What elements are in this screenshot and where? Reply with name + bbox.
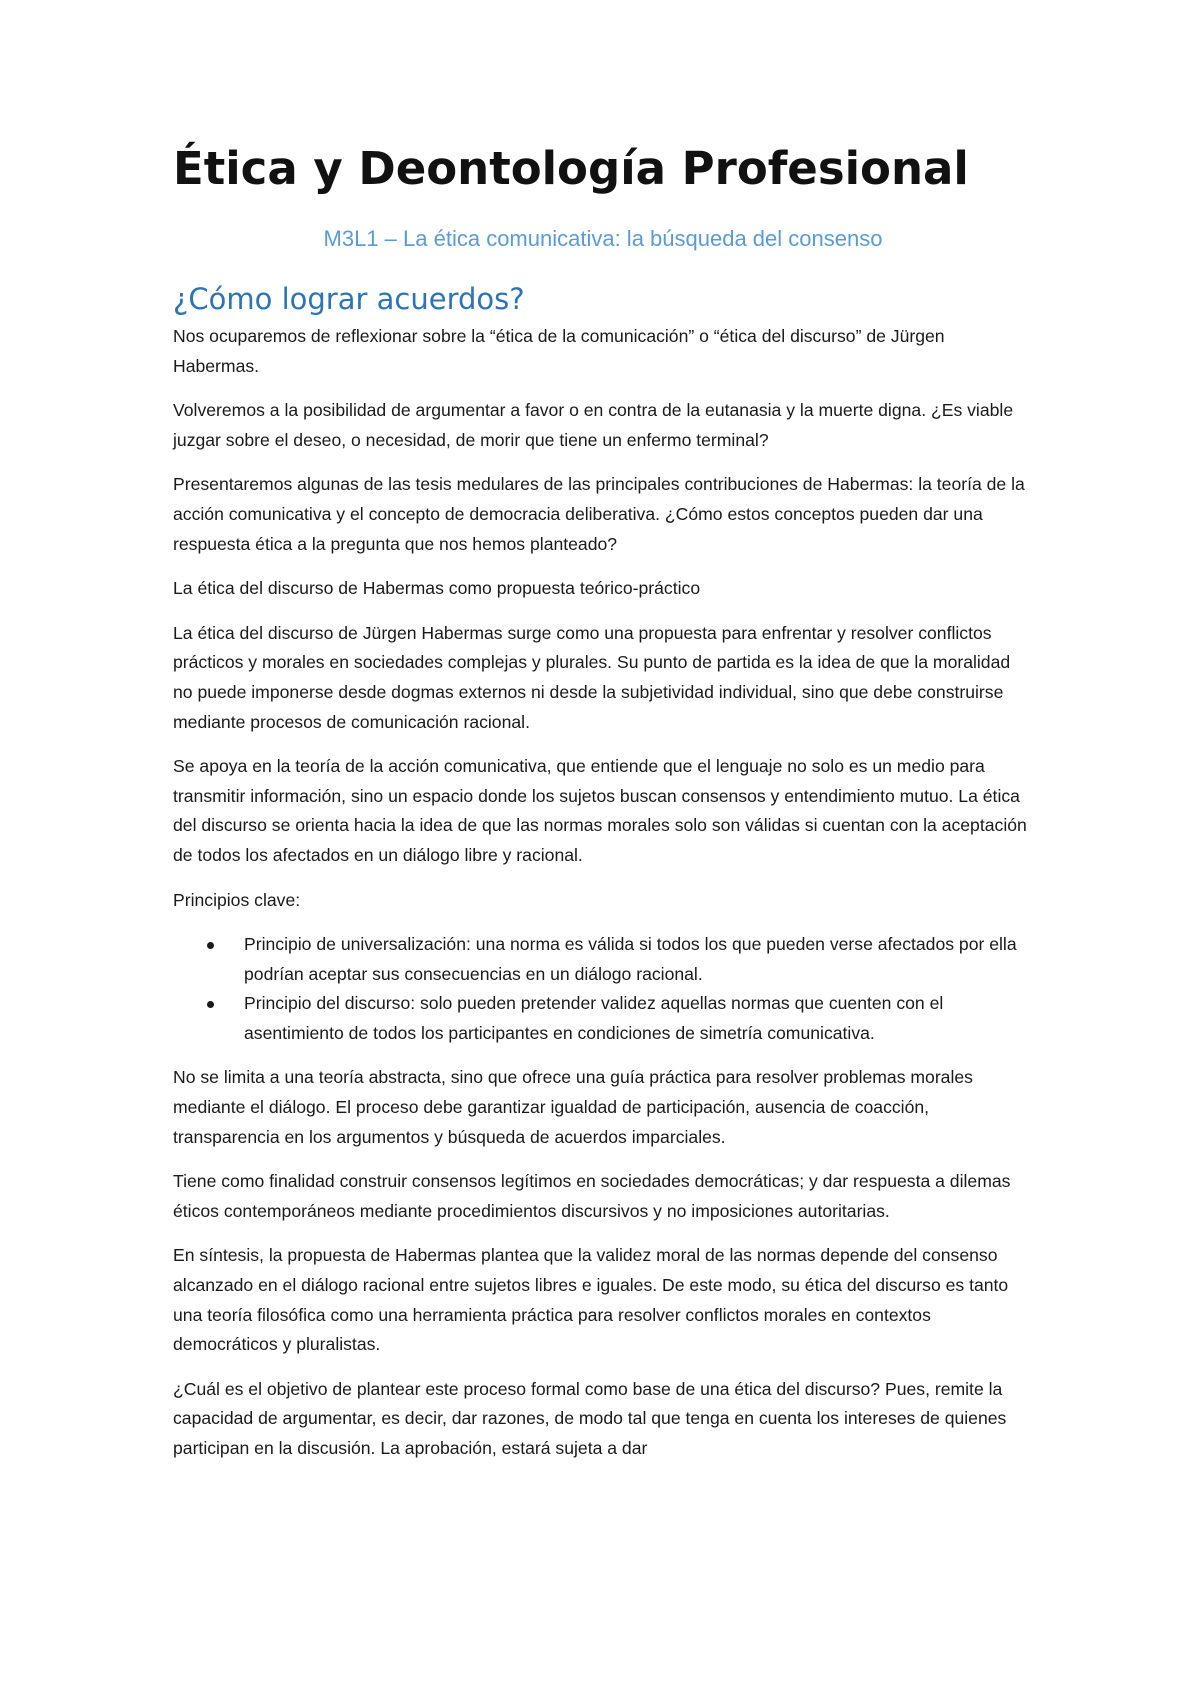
document-subtitle: M3L1 – La ética comunicativa: la búsqueda del consenso [323,226,883,251]
list-item-text: Principio de universalización: una norma es válida si todos los que pueden verse afectados por ella podrían aceptar sus consecuencias en un diálogo racional. [244,934,1017,984]
paragraph: La ética del discurso de Jürgen Habermas surge como una propuesta para enfrentar y resolver conflictos prácticos y morales en sociedades complejas y plurales. Su punto de partida es la idea de que la moralidad no puede imponerse desde dogmas externos ni desde la subjetividad individual, sino que debe construirse mediante procesos de comunicación racional. [173,622,1011,732]
paragraph: Se apoya en la teoría de la acción comunicativa, que entiende que el lenguaje no solo es un medio para transmitir información, sino un espacio donde los sujetos buscan consensos y entendimiento mutuo. La ética del discurso se orienta hacia la idea de que las normas morales solo son válidas si cuentan con la aceptación de todos los afectados en un diálogo libre y racional. [173,756,1027,865]
paragraph: Presentaremos algunas de las tesis medulares de las principales contribuciones de Habermas: la teoría de la acción comunicativa y el concepto de democracia deliberativa. ¿Cómo estos conceptos pueden dar una respuesta ética a la pregunta que nos hemos planteado? [173,474,1025,554]
list-intro: Principios clave: [173,889,301,910]
list-item [244,989,1033,1048]
bullet-icon [207,1001,214,1008]
list-item [244,930,1033,989]
document-title: Ética y Deontología Profesional [173,142,969,195]
document-body [173,322,1033,1479]
subsection-title: La ética del discurso de Habermas como propuesta teórico-práctico [173,578,701,599]
paragraph: Tiene como finalidad construir consensos legítimos en sociedades democráticas; y dar respuesta a dilemas éticos contemporáneos mediante procedimientos discursivos y no imposiciones autoritarias. [173,1171,1011,1221]
bullet-icon [207,942,214,949]
paragraph: Volveremos a la posibilidad de argumentar a favor o en contra de la eutanasia y la muerte digna. ¿Es viable juzgar sobre el deseo, o necesidad, de morir que tiene un enfermo terminal? [173,400,1014,450]
list-item-text: Principio del discurso: solo pueden pretender validez aquellas normas que cuenten con el asentimiento de todos los participantes en condiciones de simetría comunicativa. [244,993,944,1043]
paragraph: Nos ocuparemos de reflexionar sobre la “ética de la comunicación” o “ética del discurso” de Jürgen Habermas. [173,326,945,376]
paragraph: En síntesis, la propuesta de Habermas plantea que la validez moral de las normas depende del consenso alcanzado en el diálogo racional entre sujetos libres e iguales. De este modo, su ética del discurso es tanto una teoría filosófica como una herramienta práctica para resolver conflictos morales en contextos democráticos y pluralistas. [173,1245,1009,1355]
paragraph: No se limita a una teoría abstracta, sino que ofrece una guía práctica para resolver problemas morales mediante el diálogo. El proceso debe garantizar igualdad de participación, ausencia de coacción, transparencia en los argumentos y búsqueda de acuerdos imparciales. [173,1067,973,1147]
paragraph: ¿Cuál es el objetivo de plantear este proceso formal como base de una ética del discurso? Pues, remite la capacidad de argumentar, es decir, dar razones, de modo tal que tenga en cuenta los intereses de quienes participan en la discusión. La aprobación, estará sujeta a dar [173,1378,1007,1458]
principles-list [173,930,1033,1048]
section-heading: ¿Cómo lograr acuerdos? [173,282,525,316]
